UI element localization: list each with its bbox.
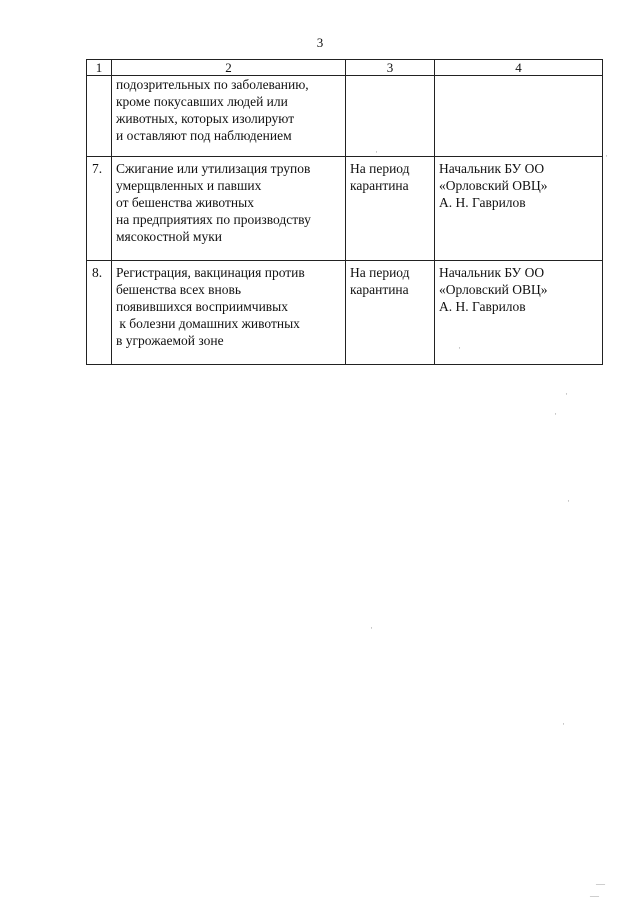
scan-speck: · — [554, 409, 557, 419]
responsible-line: А. Н. Гаврилов — [439, 299, 526, 314]
period-cell — [346, 261, 435, 365]
measures-table — [86, 59, 603, 365]
period-line: На период — [350, 161, 410, 176]
measure-line: подозрительных по заболеванию, — [116, 77, 309, 92]
column-header-measure: 2 — [112, 60, 346, 76]
page-number: 3 — [316, 35, 324, 50]
scan-speck: · — [562, 719, 565, 729]
measure-line: и оставляют под наблюдением — [116, 128, 292, 143]
column-header-number: 1 — [87, 60, 112, 76]
responsible-line: Начальник БУ ОО — [439, 265, 545, 280]
row-number-cell: 7. — [87, 157, 112, 261]
column-header-responsible: 4 — [435, 60, 603, 76]
measure-line: на предприятиях по производству — [116, 212, 311, 227]
measure-line: Регистрация, вакцинация против — [116, 265, 305, 280]
measure-cell — [112, 261, 346, 365]
measure-line: появившихся восприимчивых — [116, 299, 288, 314]
measure-line: от бешенства животных — [116, 195, 254, 210]
responsible-cell — [435, 76, 603, 157]
period-cell — [346, 157, 435, 261]
measure-cell — [112, 76, 346, 157]
scan-speck: · — [370, 623, 373, 633]
measure-line: бешенства всех вновь — [116, 282, 242, 297]
table-row-7 — [87, 157, 603, 261]
measure-line: умерщвленных и павших — [116, 178, 262, 193]
measure-line: в угрожаемой зоне — [116, 333, 224, 348]
scan-speck: · — [567, 496, 570, 506]
period-line: На период — [350, 265, 410, 280]
responsible-cell — [435, 157, 603, 261]
scan-speck: · — [458, 343, 461, 353]
measure-line: кроме покусавших людей или — [116, 94, 288, 109]
responsible-line: Начальник БУ ОО — [439, 161, 545, 176]
measure-cell — [112, 157, 346, 261]
responsible-line: «Орловский ОВЦ» — [439, 178, 548, 193]
responsible-line: А. Н. Гаврилов — [439, 195, 526, 210]
row-number-cell — [87, 76, 112, 157]
measure-line: Сжигание или утилизация трупов — [116, 161, 311, 176]
table-row-8 — [87, 261, 603, 365]
scan-speck: — — [596, 879, 605, 889]
measure-line: мясокостной муки — [116, 229, 222, 244]
table-row-continued — [87, 76, 603, 157]
scan-speck: · — [565, 389, 568, 399]
row-number-cell: 8. — [87, 261, 112, 365]
responsible-line: «Орловский ОВЦ» — [439, 282, 548, 297]
measure-line: к болезни домашних животных — [116, 316, 300, 331]
scan-speck: · — [375, 147, 378, 157]
period-cell — [346, 76, 435, 157]
scan-speck: · — [605, 151, 608, 161]
scan-speck: — — [590, 891, 599, 901]
measure-line: животных, которых изолируют — [116, 111, 295, 126]
period-line: карантина — [350, 282, 409, 297]
period-line: карантина — [350, 178, 409, 193]
column-header-period: 3 — [346, 60, 435, 76]
table-header-row — [87, 60, 603, 76]
